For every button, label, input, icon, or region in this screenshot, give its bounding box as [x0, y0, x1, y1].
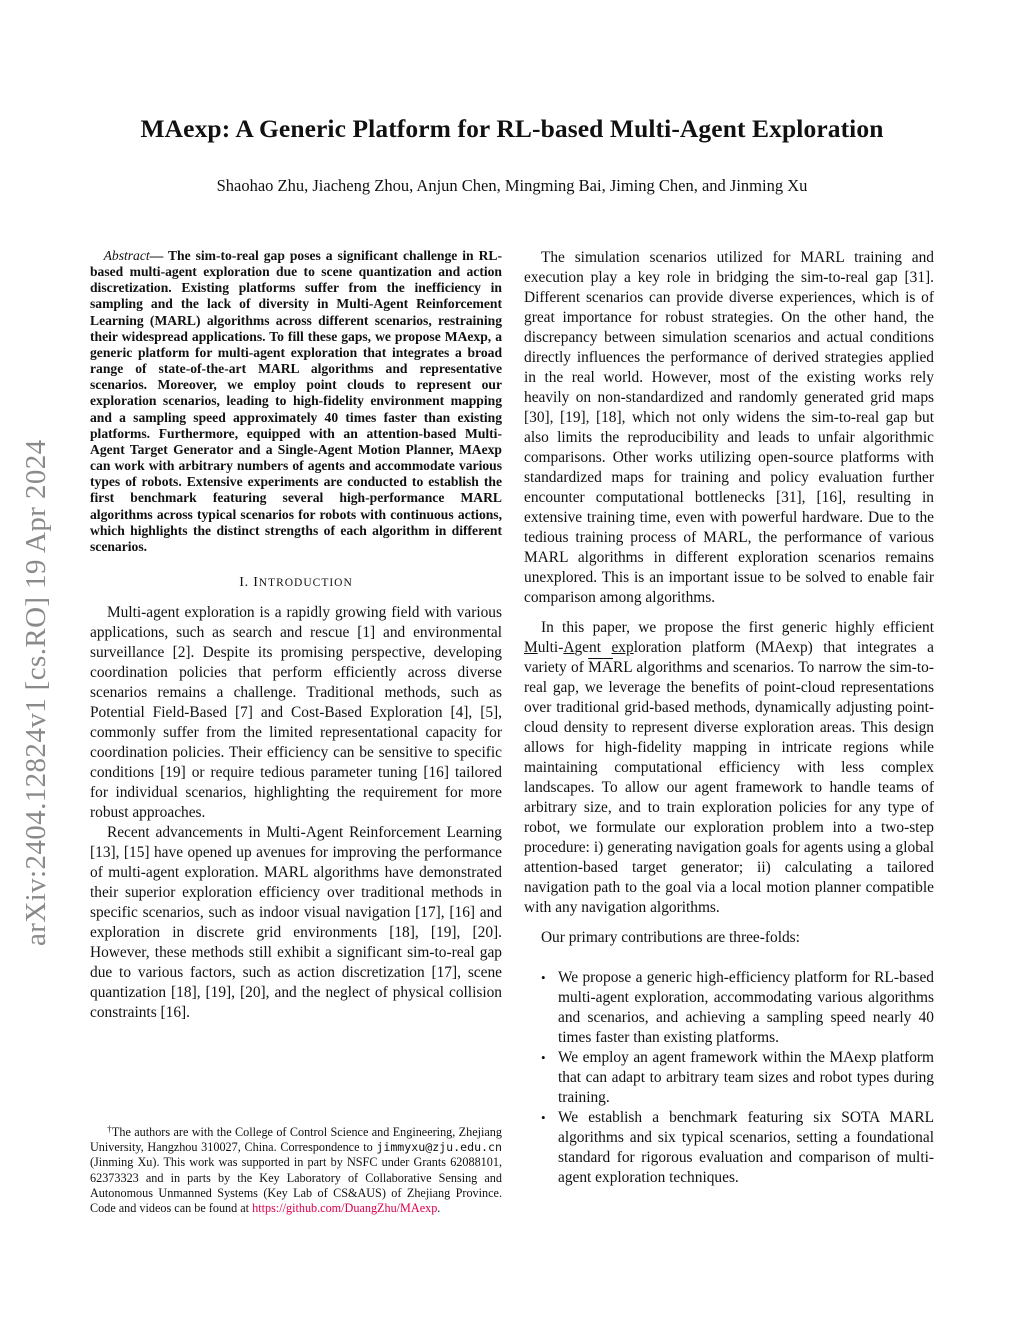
p4-overline-ma: $\overline{MA}$	[588, 659, 613, 676]
p4-text-1: ulti-	[537, 639, 564, 656]
footnote-text-1: The authors are with the College of Control Science and Engineering, Zhejiang University, Hangzhou 310027, China. Correspondence to	[90, 1125, 502, 1155]
left-column	[90, 248, 502, 1023]
abstract-dash: —	[149, 248, 164, 263]
section-name-first: I	[253, 574, 259, 590]
author-list: Shaohao Zhu, Jiacheng Zhou, Anjun Chen, Mingming Bai, Jiming Chen, and Jinming Xu	[216, 176, 808, 195]
intro-paragraph-4	[524, 618, 934, 918]
contribution-text: We employ an agent framework within the MAexp platform that can adapt to arbitrary team sizes and robot types during training.	[558, 1049, 934, 1106]
p4-text-rest: RL algorithms and scenarios. To narrow the sim-to-real gap, we leverage the benefits of point-cloud representations over traditional grid-based methods, dynamically adjusting point-cloud density to represent diverse exploration areas. This design allows for high-fidelity mapping in intricate regions while maintaining computational efficiency with less complex landscapes. To allow our agent framework to handle teams of arbitrary size, and to train exploration policies for any type of robot, we formulate our exploration problem into a two-step procedure: i) generating navigation goals for agents using a global attention-based target generator; ii) calculating a tailored navigation path to the goal via a local motion planner compatible with any navigation algorithms.	[524, 659, 934, 916]
p4-underline-a: A	[563, 639, 575, 656]
arxiv-identifier: arXiv:2404.12824v1 [cs.RO] 19 Apr 2024	[20, 439, 52, 946]
p4-text-2: gent	[574, 639, 612, 656]
correspondence-email[interactable]: jimmyxu@zju.edu.cn	[376, 1140, 502, 1155]
bullet-icon: •	[541, 1050, 546, 1065]
abstract-lead: Abstract	[103, 248, 150, 263]
bullet-icon: •	[541, 970, 546, 985]
right-column	[524, 248, 934, 1188]
code-repository-link[interactable]: https://github.com/DuangZhu/MAexp	[252, 1201, 438, 1216]
contribution-item	[524, 1048, 934, 1108]
footnote-text-3: .	[437, 1201, 441, 1216]
footnote-mark: †	[107, 1124, 112, 1134]
p4-text-pre: In this paper, we propose the first generic highly efficient	[540, 619, 934, 636]
contribution-item	[524, 1108, 934, 1188]
contribution-item	[524, 968, 934, 1048]
contributions-list	[524, 968, 934, 1188]
bullet-icon: •	[541, 1110, 546, 1125]
section-name-rest: NTRODUCTION	[258, 576, 353, 589]
p4-text-3: loration platform (MAexp) that integrates a variety of	[524, 639, 934, 676]
intro-paragraph-3: The simulation scenarios utilized for MARL training and execution play a key role in bridging the sim-to-real gap [31]. Different scenarios can provide diverse experiences, which is of great importance for robust strategies. On the other hand, the discrepancy between simulation scenarios and actual conditions directly influences the performance of derived strategies applied in the real world. However, most of the existing works rely heavily on non-standardized and randomly generated grid maps [30], [19], [18], which not only widens the sim-to-real gap but also limits the reproducibility and leads to unfair algorithmic comparisons. Other works utilizing open-source platforms with standardized maps for training and policy evaluation further encounter computational bottlenecks [31], [16], resulting in extensive training time, even with powerful hardware. Due to the tedious training process of MARL, the performance of various MARL algorithms in different exploration scenarios remains unexplored. This is an important issue to be solved to enable fair comparison among algorithms.	[524, 249, 934, 606]
contribution-text: We propose a generic high-efficiency platform for RL-based multi-agent exploration, accommodating various algorithms and scenarios, and achieving a sampling speed nearly 40 times faster than existing platforms.	[558, 969, 934, 1046]
intro-paragraph-1: Multi-agent exploration is a rapidly growing field with various applications, such as search and rescue [1] and environmental surveillance [2]. Despite its promising perspective, developing coordination policies that perform efficiently across diverse scenarios remains a challenge. Traditional methods, such as Potential Field-Based [7] and Cost-Based Exploration [4], [5], commonly suffer from the limited representational capacity for coordination policies. Their efficiency can be sensitive to specific conditions [19] or require tedious parameter tuning [16] tailored for individual scenarios, highlighting the requirement for more robust approaches.	[90, 603, 502, 821]
contribution-text: We establish a benchmark featuring six SOTA MARL algorithms and six typical scenarios, setting a foundational standard for rigorous evaluation and comparison of multi-agent exploration techniques.	[558, 1109, 934, 1186]
intro-paragraph-5: Our primary contributions are three-folds:	[540, 929, 800, 946]
footnote	[90, 1122, 502, 1216]
section-heading-introduction	[90, 575, 502, 591]
abstract	[90, 248, 502, 555]
p4-underline-exp: exp	[611, 639, 634, 656]
paper-title: MAexp: A Generic Platform for RL-based Multi-Agent Exploration	[140, 114, 884, 143]
footnote-text-2: (Jinming Xu). This work was supported in part by NSFC under Grants 62088101, 62373323 and in parts by the Key Laboratory of Collaborative Sensing and Autonomous Unmanned Systems (Key Lab of CS&AUS) of Zhejiang Province. Code and videos can be found at	[90, 1155, 502, 1216]
section-number: I.	[239, 574, 254, 590]
abstract-text: The sim-to-real gap poses a significant challenge in RL-based multi-agent exploration due to scene quantization and action discretization. Existing platforms suffer from the inefficiency in sampling and the lack of diversity in Multi-Agent Reinforcement Learning (MARL) algorithms across different scenarios, restraining their widespread applications. To fill these gaps, we propose MAexp, a generic platform for multi-agent exploration that integrates a broad range of state-of-the-art MARL algorithms and representative scenarios. Moreover, we employ point clouds to represent our exploration scenarios, leading to high-fidelity environment mapping and a sampling speed approximately 40 times faster than existing platforms. Furthermore, equipped with an attention-based Multi-Agent Target Generator and a Single-Agent Motion Planner, MAexp can work with arbitrary numbers of agents and accommodate various types of robots. Extensive experiments are conducted to establish the first benchmark featuring several high-performance MARL algorithms across typical scenarios for robots with continuous actions, which highlights the distinct strengths of each algorithm in different scenarios.	[90, 248, 502, 554]
p4-underline-m: M	[524, 639, 538, 656]
intro-paragraph-2: Recent advancements in Multi-Agent Reinforcement Learning [13], [15] have opened up avenues for improving the performance of multi-agent exploration. MARL algorithms have demonstrated their superior exploration efficiency over traditional methods in specific scenarios, such as indoor visual navigation [17], [16] and exploration in discrete grid environments [18], [19], [20]. However, these methods still exhibit a significant sim-to-real gap due to various factors, such as action discretization [17], scene quantization [18], [19], [20], and the neglect of physical collision constraints [16].	[90, 823, 502, 1021]
